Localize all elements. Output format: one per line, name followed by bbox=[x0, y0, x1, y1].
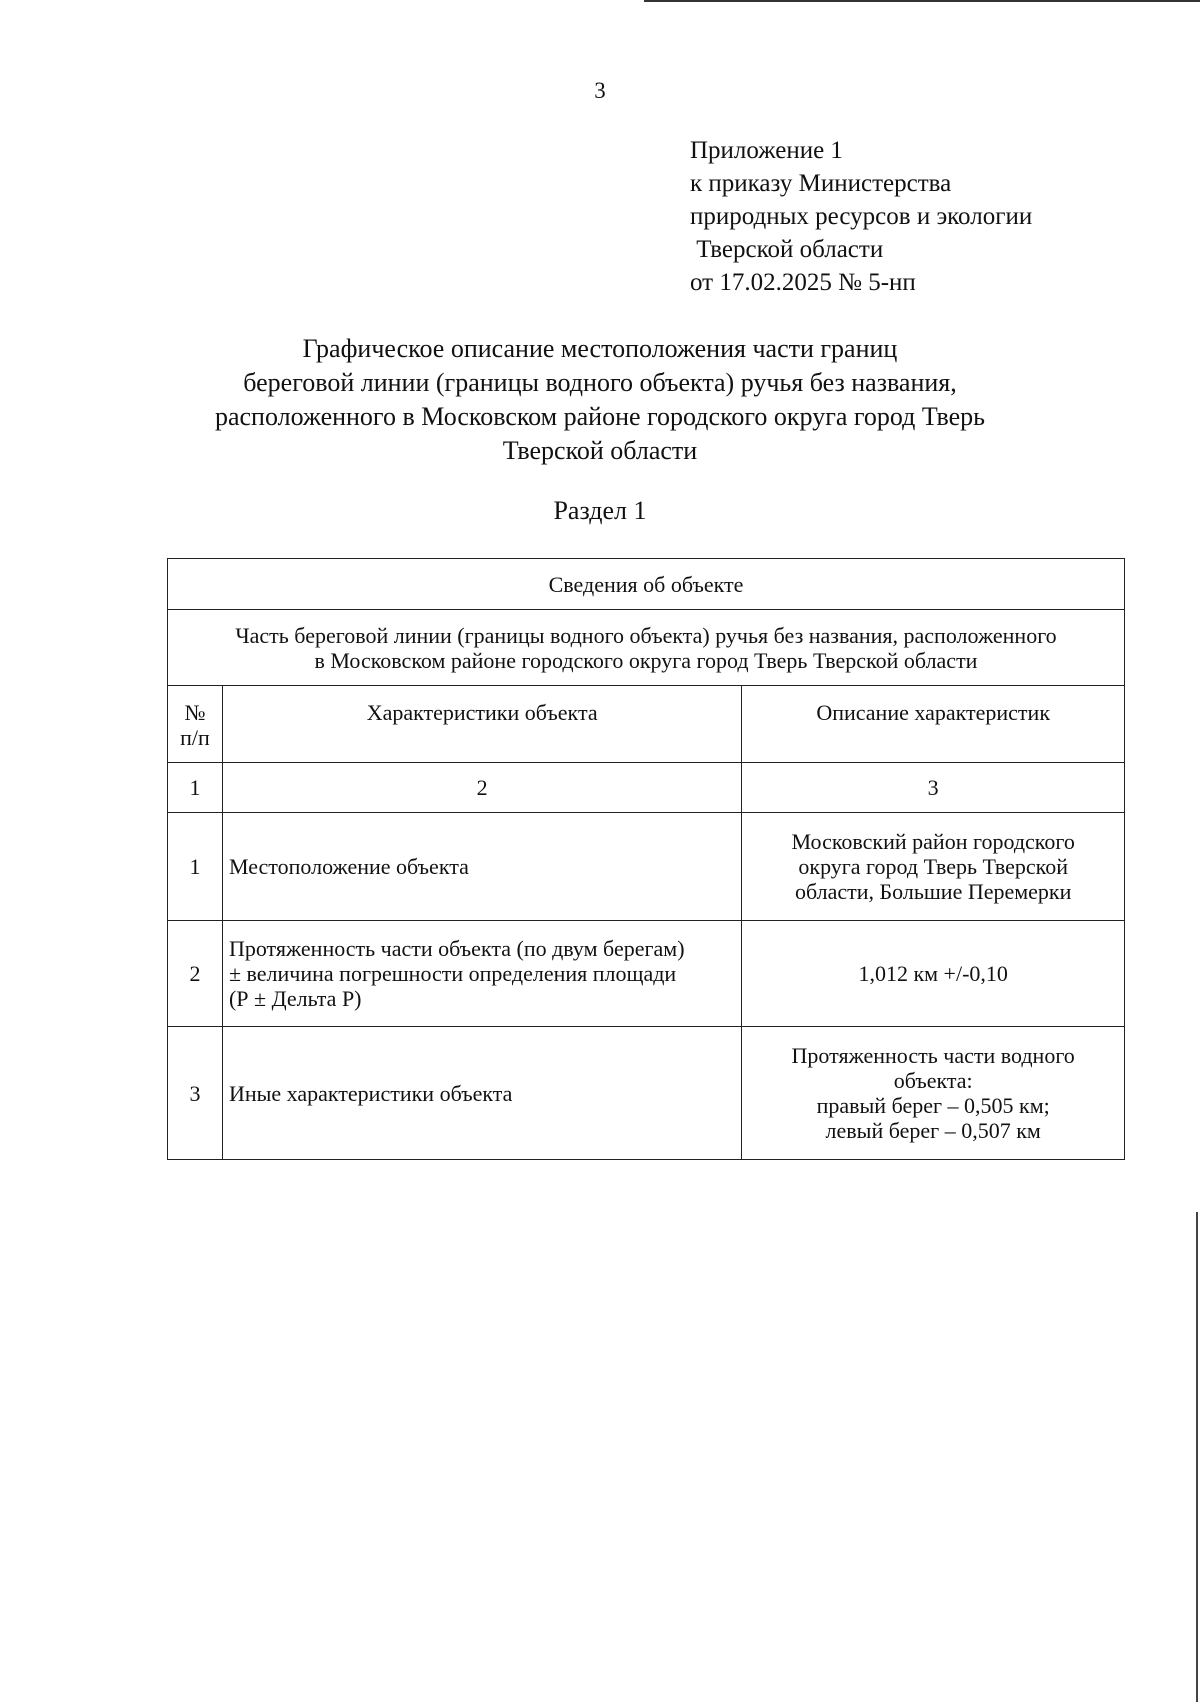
table-row bbox=[168, 813, 1125, 921]
title-line: береговой линии (границы водного объекта) ручья без названия, bbox=[243, 368, 957, 397]
document-title bbox=[150, 332, 1050, 468]
object-name-cell bbox=[168, 610, 1125, 686]
title-line: Тверской области bbox=[502, 436, 698, 465]
column-number: 1 bbox=[168, 763, 223, 813]
table-row bbox=[168, 1027, 1125, 1160]
appendix-line: к приказу Министерства bbox=[690, 170, 952, 197]
row-number: 3 bbox=[168, 1027, 223, 1160]
row-description-line: Московский район городского bbox=[791, 829, 1075, 854]
appendix-line: Тверской области bbox=[690, 236, 884, 263]
row-description-line: объекта: bbox=[893, 1068, 973, 1093]
row-description-line: левый берег – 0,507 км bbox=[825, 1118, 1041, 1143]
row-characteristic-line: Протяженность части объекта (по двум берегам) bbox=[228, 936, 685, 961]
column-headers-row bbox=[168, 686, 1125, 763]
column-header-num-line: п/п bbox=[180, 725, 210, 750]
appendix-line: Приложение 1 bbox=[690, 137, 843, 164]
scan-edge-line bbox=[644, 0, 1200, 2]
column-header-num bbox=[168, 686, 223, 763]
scan-edge-line bbox=[1196, 1212, 1198, 1702]
table-header: Сведения об объекте bbox=[168, 559, 1125, 610]
column-header-characteristic: Характеристики объекта bbox=[222, 686, 741, 763]
object-name-line: в Московском районе городского округа город Тверь Тверской области bbox=[314, 647, 978, 673]
column-numbers-row bbox=[168, 763, 1125, 813]
row-description bbox=[742, 813, 1125, 921]
row-characteristic-line: ± величина погрешности определения площади bbox=[228, 961, 677, 986]
title-line: Графическое описание местоположения части границ bbox=[302, 334, 898, 363]
appendix-line: природных ресурсов и экологии bbox=[690, 203, 1033, 230]
object-name-row bbox=[168, 610, 1125, 686]
object-info-table bbox=[167, 558, 1125, 1160]
page-number: 3 bbox=[594, 78, 606, 103]
row-characteristic bbox=[222, 1027, 741, 1160]
row-characteristic bbox=[222, 921, 741, 1027]
table-header-row bbox=[168, 559, 1125, 610]
row-characteristic-line: Иные характеристики объекта bbox=[228, 1080, 513, 1106]
row-description bbox=[742, 921, 1125, 1027]
row-number: 1 bbox=[168, 813, 223, 921]
column-number: 3 bbox=[742, 763, 1125, 813]
appendix-line: от 17.02.2025 № 5-нп bbox=[690, 269, 916, 296]
appendix-block bbox=[690, 134, 1032, 299]
column-header-description: Описание характеристик bbox=[742, 686, 1125, 763]
column-header-num-line: № bbox=[184, 700, 206, 725]
section-title: Раздел 1 bbox=[553, 496, 647, 525]
row-description-line: области, Большие Перемерки bbox=[794, 879, 1072, 904]
row-characteristic bbox=[222, 813, 741, 921]
row-description-line: 1,012 км +/-0,10 bbox=[858, 961, 1008, 986]
row-description-line: Протяженность части водного bbox=[791, 1043, 1075, 1068]
row-characteristic-line: (Р ± Дельта Р) bbox=[228, 986, 362, 1011]
row-description bbox=[742, 1027, 1125, 1160]
object-name-line: Часть береговой линии (границы водного объекта) ручья без названия, расположенного bbox=[235, 622, 1057, 648]
table-row bbox=[168, 921, 1125, 1027]
row-number: 2 bbox=[168, 921, 223, 1027]
title-line: расположенного в Московском районе городского округа город Тверь bbox=[214, 402, 986, 431]
row-description-line: округа город Тверь Тверской bbox=[798, 854, 1068, 879]
row-characteristic-line: Местоположение объекта bbox=[228, 854, 469, 879]
row-description-line: правый берег – 0,505 км; bbox=[816, 1093, 1050, 1118]
column-number: 2 bbox=[222, 763, 741, 813]
